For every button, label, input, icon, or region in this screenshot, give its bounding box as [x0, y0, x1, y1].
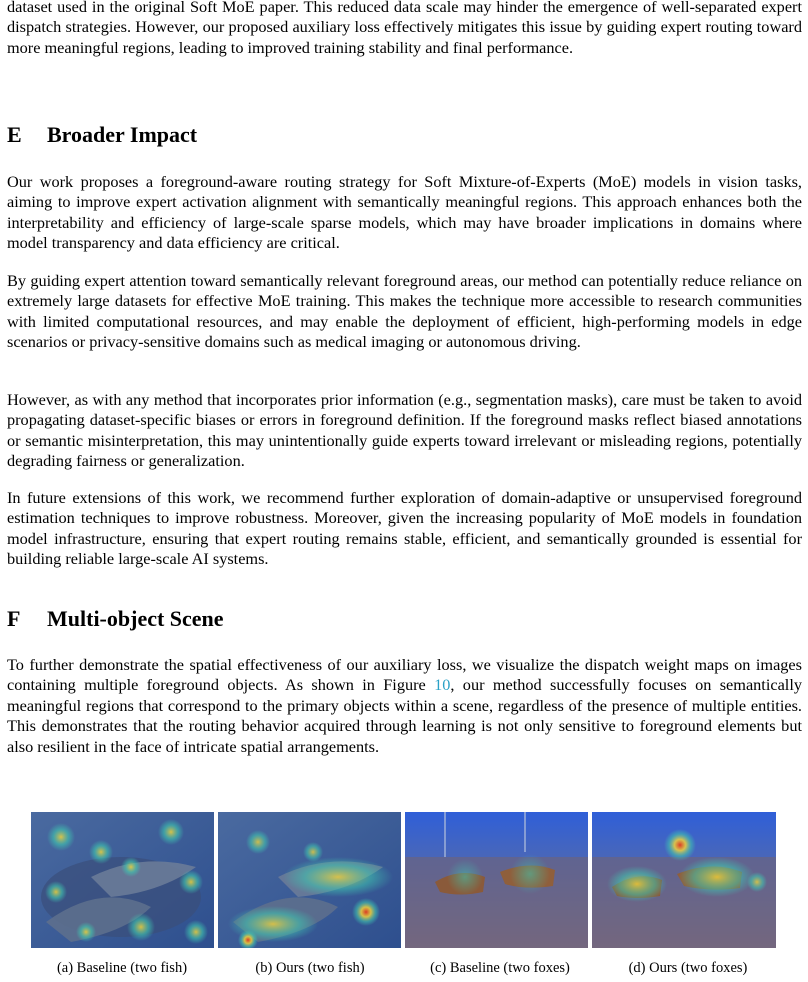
- fish-ours-heatmap-image: [218, 812, 401, 948]
- multi-object-text-start: To further demonstrate the spatial effectiveness of our auxiliary loss, we visualize the dispatch weight maps on images containing multiple foreground objects. As shown in Figure: [7, 655, 802, 695]
- multi-object-paragraph: [7, 655, 802, 757]
- figure-10: [29, 812, 789, 982]
- fox-baseline-heatmap-image: [405, 812, 588, 948]
- section-f-title: Multi-object Scene: [47, 606, 224, 631]
- section-e-heading: [7, 122, 197, 148]
- multi-object-text-end: , our method successfully focuses on semantically meaningful regions that correspond to the primary objects within a scene, regardless of the presence of multiple entities. This demonstrates that the routing behavior acquired through learning is not only sensitive to foreground elements but also resilient in the face of intricate spatial arrangements.: [7, 675, 802, 756]
- broader-impact-paragraph-2: By guiding expert attention toward semantically relevant foreground areas, our method can potentially reduce reliance on extremely large datasets for effective MoE training. This makes the technique more accessible to research communities with limited computational resources, and may enable the deployment of efficient, high-performing models in edge scenarios or privacy-sensitive domains such as medical imaging or autonomous driving.: [7, 271, 802, 352]
- section-f-number: F: [7, 606, 21, 631]
- caption-a: (a) Baseline (two fish): [56, 960, 188, 976]
- section-e-title: Broader Impact: [47, 122, 198, 147]
- fox-ours-heatmap-image: [592, 812, 776, 948]
- figure-10-link[interactable]: 10: [434, 675, 451, 695]
- fish-baseline-heatmap-image: [31, 812, 214, 948]
- caption-d: (d) Ours (two foxes): [628, 960, 748, 976]
- broader-impact-paragraph-1: Our work proposes a foreground-aware routing strategy for Soft Mixture-of-Experts (MoE) models in vision tasks, aiming to improve expert activation alignment with semantically meaningful regions. This approach enhances both the interpretability and efficiency of large-scale sparse models, which may have broader implications in domains where model transparency and data efficiency are critical.: [7, 172, 802, 253]
- broader-impact-paragraph-4: In future extensions of this work, we recommend further exploration of domain-adaptive or unsupervised foreground estimation techniques to improve robustness. Moreover, given the increasing popularity of MoE models in foundation model infrastructure, ensuring that expert routing remains stable, efficient, and semantically grounded is essential for building reliable large-scale AI systems.: [7, 488, 802, 569]
- section-f-heading: [7, 606, 224, 632]
- caption-c: (c) Baseline (two foxes): [430, 960, 570, 976]
- broader-impact-paragraph-3: However, as with any method that incorporates prior information (e.g., segmentation masks), care must be taken to avoid propagating dataset-specific biases or errors in foreground definition. If the foreground masks reflect biased annotations or semantic misinterpretation, this may unintentionally guide experts toward irrelevant or misleading regions, potentially degrading fairness or generalization.: [7, 390, 802, 471]
- caption-b: (b) Ours (two fish): [255, 960, 365, 976]
- section-e-number: E: [7, 122, 22, 147]
- intro-paragraph: dataset used in the original Soft MoE paper. This reduced data scale may hinder the emergence of well-separated expert dispatch strategies. However, our proposed auxiliary loss effectively mitigates this issue by guiding expert routing toward more meaningful regions, leading to improved training stability and final performance.: [7, 0, 802, 57]
